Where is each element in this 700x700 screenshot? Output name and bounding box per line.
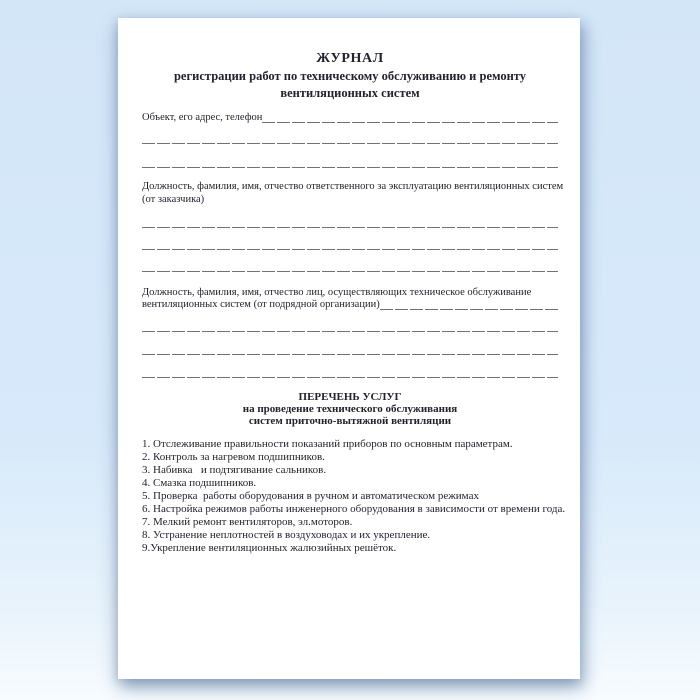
- object-address-label: Объект, его адрес, телефон: [142, 112, 263, 123]
- blank-line: [142, 206, 558, 228]
- contractor-responsible-paragraph: [142, 286, 558, 312]
- service-item: 5. Проверка работы оборудования в ручном и автоматическом режимах: [142, 490, 479, 502]
- object-address-field: [142, 111, 558, 125]
- service-item: 1. Отслеживание правильности показаний приборов по основным параметрам.: [142, 438, 513, 450]
- services-heading-line3: систем приточно-вытяжной вентиляции: [248, 415, 452, 427]
- document-page: [118, 18, 580, 679]
- blank-line: [142, 355, 558, 378]
- service-item: 9.Укрепление вентиляционных жалюзийных решёток.: [142, 542, 397, 554]
- blank-line: [142, 144, 558, 168]
- blank-line: [142, 228, 558, 250]
- doc-subtitle-line1: регистрации работ по техническому обслуживанию и ремонту: [173, 69, 527, 83]
- service-item: 7. Мелкий ремонт вентиляторов, эл.моторов.: [142, 516, 353, 528]
- object-address-blank-line: [262, 122, 558, 123]
- blank-line: [142, 312, 558, 332]
- contractor-responsible-field: [142, 299, 558, 312]
- service-item: 8. Устранение неплотностей в воздуховодах и их укрепление.: [142, 529, 431, 541]
- service-item: 4. Смазка подшипников.: [142, 477, 257, 489]
- services-heading: [142, 391, 558, 427]
- doc-title: ЖУРНАЛ: [316, 51, 384, 66]
- customer-responsible-paragraph: [142, 180, 564, 206]
- contractor-blank-line: [380, 309, 558, 310]
- contractor-responsible-line2: вентиляционных систем (от подрядной организации): [142, 299, 380, 310]
- blank-line: [142, 332, 558, 355]
- services-list: [142, 438, 566, 555]
- service-item: 2. Контроль за нагревом подшипников.: [142, 451, 325, 463]
- services-heading-line2: на проведение технического обслуживания: [242, 403, 458, 415]
- service-item: 6. Настройка режимов работы инженерного оборудования в зависимости от времени года.: [142, 503, 566, 515]
- blank-line: [142, 125, 558, 144]
- contractor-responsible-line1: Должность, фамилия, имя, отчество лиц, осуществляющих техническое обслуживание: [142, 287, 532, 298]
- customer-responsible-line1: Должность, фамилия, имя, отчество ответственного за эксплуатацию вентиляционных систем: [142, 181, 564, 192]
- doc-subtitle-line2: вентиляционных систем: [280, 86, 420, 100]
- services-heading-line1: ПЕРЕЧЕНЬ УСЛУГ: [298, 391, 402, 403]
- service-item: 3. Набивка и подтягивание сальников.: [142, 464, 327, 476]
- customer-responsible-line2: (от заказчика): [142, 194, 205, 205]
- blank-line: [142, 250, 558, 272]
